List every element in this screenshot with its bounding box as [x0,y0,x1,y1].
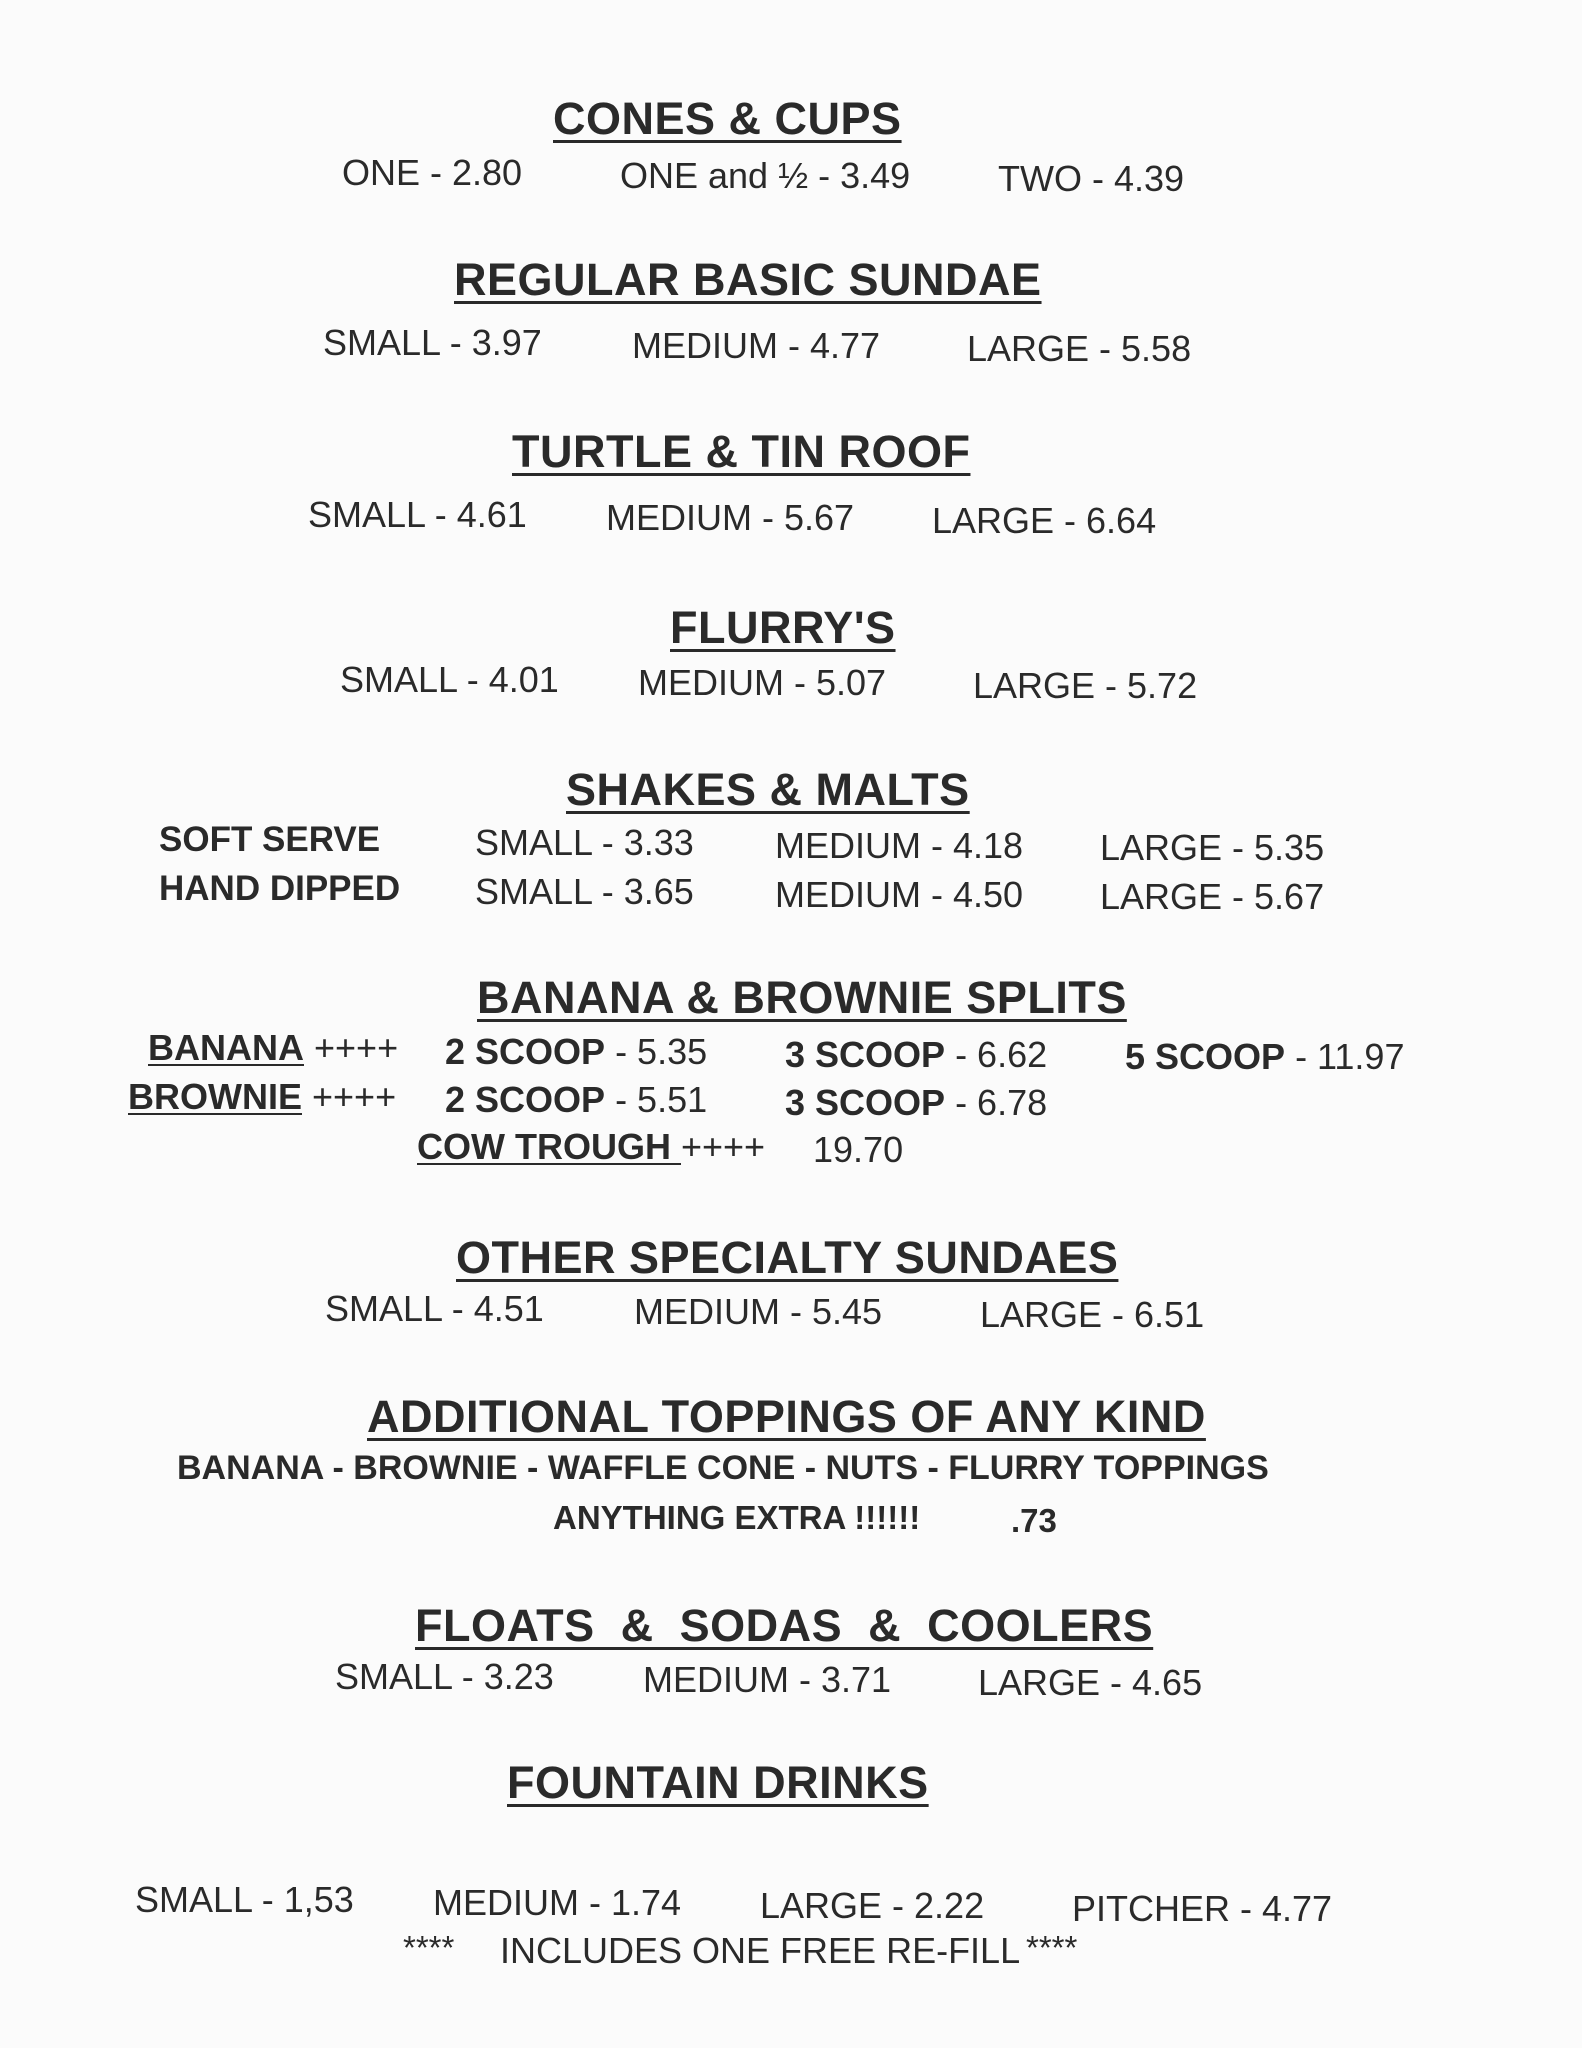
fountain-refill-note: INCLUDES ONE FREE RE-FILL [500,1930,1021,1971]
price-specialty-medium: MEDIUM - 5.45 [634,1291,883,1332]
price-regular-medium: MEDIUM - 4.77 [632,325,881,366]
price-hand-dipped-small: SMALL - 3.65 [475,871,694,912]
shake-hand-dipped-label: HAND DIPPED [159,869,401,908]
split-banana-3-scoop-price: - 6.62 [945,1034,1048,1075]
price-regular-small: SMALL - 3.97 [323,322,542,363]
heading-shakes-malts: SHAKES & MALTS [566,764,970,815]
split-banana-2-scoop-label: 2 SCOOP [445,1031,606,1072]
heading-specialty-sundaes: OTHER SPECIALTY SUNDAES [456,1232,1119,1283]
split-banana-2-scoop [445,1031,707,1073]
split-cow-trough-label [417,1126,765,1168]
split-banana-name: BANANA [148,1027,304,1068]
price-soft-serve-large: LARGE - 5.35 [1100,827,1325,868]
price-soft-serve-medium: MEDIUM - 4.18 [775,825,1024,866]
price-flurry-small: SMALL - 4.01 [340,659,559,700]
split-brownie-2-scoop-price: - 5.51 [605,1079,708,1120]
fountain-note-stars-left: **** [403,1929,455,1966]
split-brownie-3-scoop-label: 3 SCOOP [785,1082,946,1123]
toppings-anything-extra: ANYTHING EXTRA !!!!!! [553,1499,921,1536]
price-one-and-half: ONE and ½ - 3.49 [620,155,911,196]
heading-additional-toppings: ADDITIONAL TOPPINGS OF ANY KIND [367,1391,1206,1442]
price-floats-medium: MEDIUM - 3.71 [643,1659,892,1700]
price-two: TWO - 4.39 [998,158,1185,199]
split-brownie-3-scoop-price: - 6.78 [945,1082,1048,1123]
heading-fountain-drinks: FOUNTAIN DRINKS [507,1757,929,1808]
price-floats-small: SMALL - 3.23 [335,1656,554,1697]
split-cow-trough-plus: ++++ [680,1126,766,1167]
split-brownie-name: BROWNIE [128,1076,302,1117]
price-hand-dipped-medium: MEDIUM - 4.50 [775,874,1024,915]
price-fountain-large: LARGE - 2.22 [760,1885,985,1926]
heading-floats-sodas: FLOATS & SODAS & COOLERS [415,1600,1154,1651]
split-brownie-2-scoop [445,1079,707,1121]
price-fountain-pitcher: PITCHER - 4.77 [1072,1888,1333,1929]
price-floats-large: LARGE - 4.65 [978,1662,1203,1703]
split-banana-label [148,1027,398,1069]
price-flurry-medium: MEDIUM - 5.07 [638,662,887,703]
split-banana-plus: ++++ [304,1027,399,1068]
shake-soft-serve-label: SOFT SERVE [159,820,381,859]
price-turtle-small: SMALL - 4.61 [308,494,527,535]
price-one: ONE - 2.80 [342,152,523,193]
split-brownie-3-scoop [785,1082,1047,1124]
price-fountain-small: SMALL - 1,53 [135,1879,354,1920]
heading-splits: BANANA & BROWNIE SPLITS [477,972,1127,1023]
split-brownie-plus: ++++ [302,1076,397,1117]
split-cow-trough-name: COW TROUGH [417,1126,681,1167]
toppings-list: BANANA - BROWNIE - WAFFLE CONE - NUTS - FLURRY TOPPINGS [177,1449,1269,1487]
price-flurry-large: LARGE - 5.72 [973,665,1198,706]
split-banana-3-scoop-label: 3 SCOOP [785,1034,946,1075]
heading-flurrys: FLURRY'S [670,602,896,653]
price-specialty-small: SMALL - 4.51 [325,1288,544,1329]
price-soft-serve-small: SMALL - 3.33 [475,822,694,863]
split-banana-5-scoop-price: - 11.97 [1285,1036,1405,1077]
price-toppings: .73 [1011,1502,1057,1539]
split-banana-3-scoop [785,1034,1047,1076]
price-fountain-medium: MEDIUM - 1.74 [433,1882,682,1923]
price-specialty-large: LARGE - 6.51 [980,1294,1205,1335]
split-banana-2-scoop-price: - 5.35 [605,1031,708,1072]
heading-regular-sundae: REGULAR BASIC SUNDAE [454,254,1042,305]
price-hand-dipped-large: LARGE - 5.67 [1100,876,1325,917]
split-brownie-label [128,1076,396,1118]
price-turtle-large: LARGE - 6.64 [932,500,1157,541]
price-turtle-medium: MEDIUM - 5.67 [606,497,855,538]
split-banana-5-scoop-label: 5 SCOOP [1125,1036,1286,1077]
price-regular-large: LARGE - 5.58 [967,328,1192,369]
split-banana-5-scoop [1125,1036,1404,1078]
heading-cones-cups: CONES & CUPS [553,93,902,144]
price-cow-trough: 19.70 [813,1129,904,1170]
fountain-note-stars-right: **** [1026,1929,1078,1966]
split-brownie-2-scoop-label: 2 SCOOP [445,1079,606,1120]
heading-turtle-tin-roof: TURTLE & TIN ROOF [512,426,971,477]
